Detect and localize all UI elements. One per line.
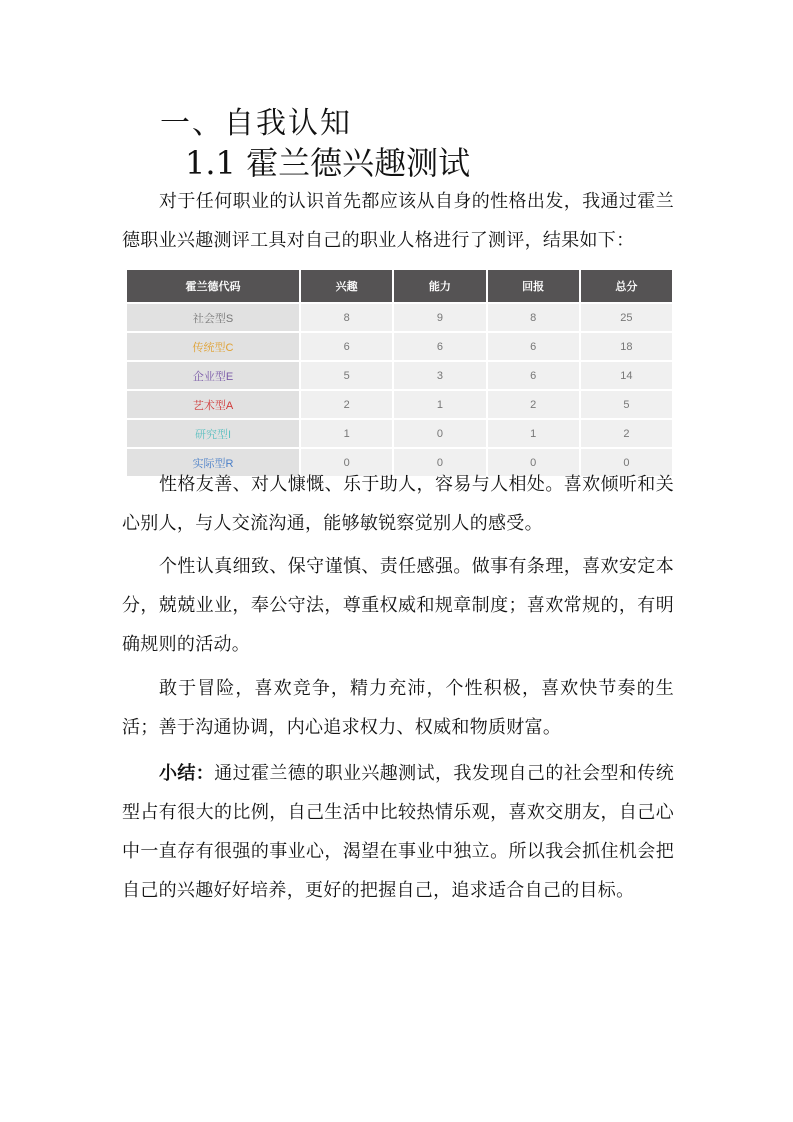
score-cell: 25 <box>580 303 673 332</box>
intro-paragraph: 对于任何职业的认识首先都应该从自身的性格出发，我通过霍兰德职业兴趣测评工具对自己的职业人格进行了测评，结果如下： <box>122 191 674 251</box>
score-cell: 2 <box>300 390 393 419</box>
type-cell: 研究型I <box>127 419 300 448</box>
score-cell: 18 <box>580 332 673 361</box>
subsection-heading: 1.1 霍兰德兴趣测试 <box>185 144 471 182</box>
type-cell: 艺术型A <box>127 390 300 419</box>
type-cell: 实际型R <box>127 448 300 476</box>
type-cell: 社会型S <box>127 303 300 332</box>
score-cell: 6 <box>300 332 393 361</box>
score-cell: 1 <box>300 419 393 448</box>
column-header: 总分 <box>580 270 673 303</box>
score-cell: 6 <box>487 332 580 361</box>
type-cell: 传统型C <box>127 332 300 361</box>
summary-label: 小结： <box>159 763 215 784</box>
paragraph-conventional: 个性认真细致、保守谨慎、责任感强。做事有条理，喜欢安定本分，兢兢业业，奉公守法，尊重权威和规章制度；喜欢常规的，有明确规则的活动。 <box>122 556 674 655</box>
score-cell: 6 <box>393 332 486 361</box>
holland-score-table <box>127 270 674 476</box>
paragraph-social: 性格友善、对人慷慨、乐于助人，容易与人相处。喜欢倾听和关心别人，与人交流沟通，能够敏锐察觉别人的感受。 <box>122 474 674 534</box>
score-cell: 0 <box>487 448 580 476</box>
score-cell: 9 <box>393 303 486 332</box>
score-cell: 0 <box>580 448 673 476</box>
score-cell: 0 <box>300 448 393 476</box>
section-heading: 一、自我认知 <box>160 106 352 141</box>
table-row <box>127 390 673 419</box>
score-cell: 6 <box>487 361 580 390</box>
summary-text: 通过霍兰德的职业兴趣测试，我发现自己的社会型和传统型占有很大的比例，自己生活中比较热情乐观，喜欢交朋友，自己心中一直存有很强的事业心，渴望在事业中独立。所以我会抓住机会把自己的兴趣好好培养，更好的把握自己，追求适合自己的目标。 <box>122 763 675 901</box>
score-cell: 0 <box>393 448 486 476</box>
paragraph-enterprising: 敢于冒险，喜欢竞争，精力充沛，个性积极，喜欢快节奏的生活；善于沟通协调，内心追求权力、权威和物质财富。 <box>122 678 674 738</box>
score-cell: 3 <box>393 361 486 390</box>
score-cell: 14 <box>580 361 673 390</box>
score-cell: 5 <box>580 390 673 419</box>
table-row <box>127 332 673 361</box>
table-row <box>127 361 673 390</box>
score-cell: 0 <box>393 419 486 448</box>
type-cell: 企业型E <box>127 361 300 390</box>
column-header: 霍兰德代码 <box>127 270 300 303</box>
score-cell: 2 <box>580 419 673 448</box>
score-cell: 1 <box>393 390 486 419</box>
column-header: 能力 <box>393 270 486 303</box>
column-header: 回报 <box>487 270 580 303</box>
score-cell: 8 <box>487 303 580 332</box>
column-header: 兴趣 <box>300 270 393 303</box>
table-row <box>127 419 673 448</box>
score-cell: 2 <box>487 390 580 419</box>
score-cell: 1 <box>487 419 580 448</box>
summary-paragraph <box>122 754 674 910</box>
score-cell: 8 <box>300 303 393 332</box>
table-row <box>127 303 673 332</box>
score-cell: 5 <box>300 361 393 390</box>
